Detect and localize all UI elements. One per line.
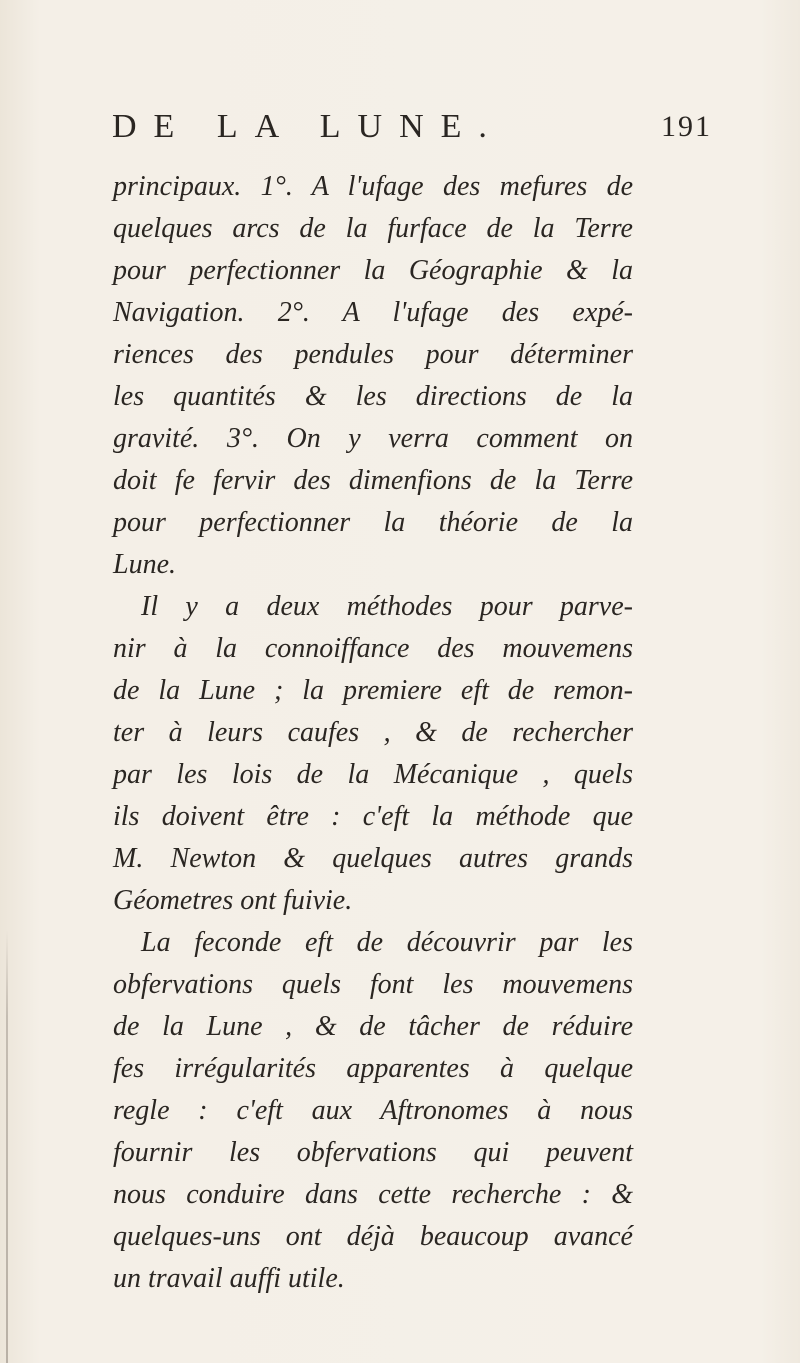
running-head-title: DE LA LUNE.	[112, 108, 504, 145]
text-line: regle : c'eft aux Aftronomes à nous	[113, 1095, 633, 1126]
text-line: quelques-uns ont déjà beaucoup avancé	[113, 1221, 633, 1252]
page-fold-shadow	[6, 930, 8, 1363]
text-line: obfervations quels font les mouvemens	[113, 969, 633, 1000]
text-line: M. Newton & quelques autres grands	[113, 843, 633, 874]
text-line: nir à la connoiffance des mouvemens	[113, 633, 633, 664]
text-line: ter à leurs caufes , & de rechercher	[113, 717, 633, 748]
text-line: ils doivent être : c'eft la méthode que	[113, 801, 633, 832]
text-line: nous conduire dans cette recherche : &	[113, 1179, 633, 1210]
text-line: Lune.	[113, 549, 176, 580]
text-line: pour perfectionner la théorie de la	[113, 507, 633, 538]
text-line: Géometres ont fuivie.	[113, 885, 353, 916]
text-line: les quantités & les directions de la	[113, 381, 633, 412]
text-line: principaux. 1°. A l'ufage des mefures de	[113, 171, 633, 202]
running-head	[112, 108, 712, 158]
text-line: un travail auffi utile.	[113, 1263, 345, 1294]
text-line: Navigation. 2°. A l'ufage des expé-	[113, 297, 633, 328]
body-text	[113, 166, 633, 1300]
text-line: par les lois de la Mécanique , quels	[113, 759, 633, 790]
text-line: gravité. 3°. On y verra comment on	[113, 423, 633, 454]
text-line: de la Lune ; la premiere eft de remon-	[113, 675, 633, 706]
text-line: fes irrégularités apparentes à quelque	[113, 1053, 633, 1084]
text-line: riences des pendules pour déterminer	[113, 339, 633, 370]
text-line: La feconde eft de découvrir par les	[141, 927, 633, 958]
text-line: de la Lune , & de tâcher de réduire	[113, 1011, 633, 1042]
text-line: doit fe fervir des dimenfions de la Terre	[113, 465, 633, 496]
text-line: pour perfectionner la Géographie & la	[113, 255, 633, 286]
text-line: Il y a deux méthodes pour parve-	[141, 591, 633, 622]
text-line: fournir les obfervations qui peuvent	[113, 1137, 633, 1168]
page-number: 191	[661, 110, 712, 143]
text-line: quelques arcs de la furface de la Terre	[113, 213, 633, 244]
